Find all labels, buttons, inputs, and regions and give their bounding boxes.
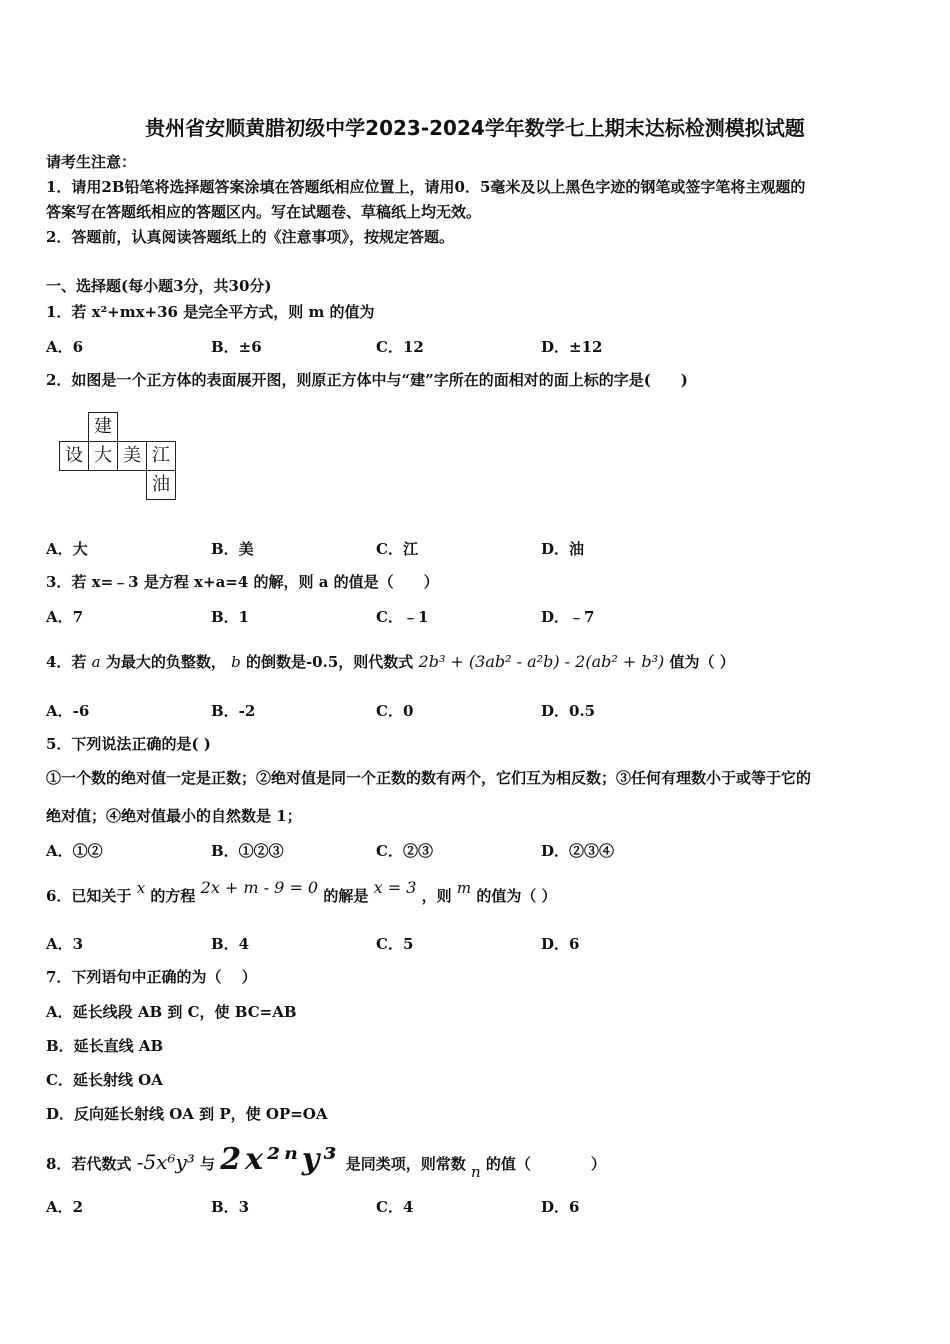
q2-option-b: B．美 bbox=[211, 540, 254, 558]
q4-mid1: 为最大的负整数， bbox=[105, 653, 226, 671]
q8-pre: 8．若代数式 bbox=[46, 1155, 132, 1173]
q6-var-x: x bbox=[136, 879, 146, 897]
q6-post: 的值为（ ） bbox=[476, 887, 557, 905]
q6-mid3: ，则 bbox=[421, 887, 452, 905]
q4-pre: 4．若 bbox=[46, 653, 87, 671]
q8-mid1: 与 bbox=[200, 1155, 216, 1173]
q8-option-d: D．6 bbox=[541, 1198, 580, 1216]
q8-stem bbox=[46, 1142, 606, 1182]
net-cell-she: 设 bbox=[59, 441, 89, 471]
q6-option-c: C．5 bbox=[376, 935, 414, 953]
q5-option-b: B．①②③ bbox=[211, 842, 284, 860]
q1-stem: 1．若 x²+mx+36 是完全平方式，则 m 的值为 bbox=[46, 303, 375, 321]
q4-var-a: a bbox=[91, 653, 101, 671]
q6-option-b: B．4 bbox=[211, 935, 250, 953]
q4-stem bbox=[46, 652, 735, 672]
q2-option-a: A．大 bbox=[46, 540, 88, 558]
q5-body-line-1: ①一个数的绝对值一定是正数；②绝对值是同一个正数的数有两个，它们互为相反数；③任何有理数小于或等于它的 bbox=[46, 769, 812, 787]
notice-line-1b: 答案写在答题纸相应的答题区内。写在试题卷、草稿纸上均无效。 bbox=[46, 203, 482, 221]
q4-var-b: b bbox=[231, 653, 241, 671]
q8-option-a: A．2 bbox=[46, 1198, 84, 1216]
net-cell-mei: 美 bbox=[117, 441, 147, 471]
notice-line-2: 2．答题前，认真阅读答题纸上的《注意事项》，按规定答题。 bbox=[46, 228, 454, 246]
q6-option-d: D．6 bbox=[541, 935, 580, 953]
q7-option-b: B．延长直线 AB bbox=[46, 1037, 164, 1055]
q4-expression: 2b³ + (3ab² - a²b) - 2(ab² + b³) bbox=[418, 652, 665, 671]
q1-option-d: D．±12 bbox=[541, 338, 603, 356]
q8-expression-2: 2x²ⁿy³ bbox=[220, 1142, 341, 1177]
q4-option-c: C．0 bbox=[376, 702, 414, 720]
q7-option-a: A．延长线段 AB 到 C，使 BC=AB bbox=[46, 1003, 297, 1021]
q8-option-b: B．3 bbox=[211, 1198, 250, 1216]
q3-option-a: A．7 bbox=[46, 608, 84, 626]
q5-body-line-2: 绝对值；④绝对值最小的自然数是 1； bbox=[46, 807, 302, 825]
q5-option-c: C．②③ bbox=[376, 842, 433, 860]
q6-solution: x = 3 bbox=[373, 878, 417, 897]
q6-mid1: 的方程 bbox=[150, 887, 196, 905]
q8-mid2: 是同类项，则常数 bbox=[345, 1155, 466, 1173]
q8-var-n: n bbox=[470, 1163, 481, 1181]
notice-line-1a: 1．请用2B铅笔将选择题答案涂填在答题纸相应位置上，请用0．5毫米及以上黑色字迹的钢笔或签字笔将主观题的 bbox=[46, 178, 806, 196]
q1-option-a: A．6 bbox=[46, 338, 84, 356]
q3-option-d: D．﹣7 bbox=[541, 608, 595, 626]
q6-pre: 6．已知关于 bbox=[46, 887, 132, 905]
q8-option-c: C．4 bbox=[376, 1198, 414, 1216]
q2-option-c: C．江 bbox=[376, 540, 418, 558]
q7-stem: 7．下列语句中正确的为（ ） bbox=[46, 968, 257, 986]
q5-option-d: D．②③④ bbox=[541, 842, 615, 860]
q5-stem: 5．下列说法正确的是( ) bbox=[46, 735, 211, 753]
q8-post: 的值（ ） bbox=[485, 1155, 606, 1173]
q6-stem bbox=[46, 878, 557, 906]
notice-heading: 请考生注意： bbox=[46, 153, 137, 171]
q8-expression-1: -5x⁶y³ bbox=[136, 1150, 195, 1174]
net-cell-da: 大 bbox=[88, 441, 118, 471]
q6-mid2: 的解是 bbox=[323, 887, 369, 905]
q4-mid2: 的倒数是-0.5，则代数式 bbox=[245, 653, 414, 671]
q6-equation: 2x + m - 9 = 0 bbox=[200, 878, 319, 897]
q7-option-d: D．反向延长射线 OA 到 P，使 OP=OA bbox=[46, 1105, 328, 1123]
q6-option-a: A．3 bbox=[46, 935, 84, 953]
q6-var-m: m bbox=[456, 879, 472, 897]
q4-option-d: D．0.5 bbox=[541, 702, 596, 720]
section-heading: 一、选择题(每小题3分，共30分) bbox=[46, 277, 272, 295]
q7-option-c: C．延长射线 OA bbox=[46, 1071, 163, 1089]
net-cell-you: 油 bbox=[146, 470, 176, 500]
q4-option-b: B．-2 bbox=[211, 702, 256, 720]
q2-option-d: D．油 bbox=[541, 540, 585, 558]
q4-option-a: A．-6 bbox=[46, 702, 90, 720]
net-cell-jiang: 江 bbox=[146, 441, 176, 471]
q3-option-c: C．﹣1 bbox=[376, 608, 429, 626]
q5-option-a: A．①② bbox=[46, 842, 103, 860]
q1-option-c: C．12 bbox=[376, 338, 424, 356]
q3-stem: 3．若 x=﹣3 是方程 x+a=4 的解，则 a 的值是（ ） bbox=[46, 573, 439, 591]
net-cell-jian: 建 bbox=[88, 412, 118, 442]
q4-post: 值为（ ） bbox=[669, 653, 735, 671]
q1-option-b: B．±6 bbox=[211, 338, 262, 356]
q2-stem: 2．如图是一个正方体的表面展开图，则原正方体中与“建”字所在的面相对的面上标的字是( ) bbox=[46, 371, 688, 389]
page-title: 贵州省安顺黄腊初级中学2023-2024学年数学七上期末达标检测模拟试题 bbox=[145, 116, 805, 140]
q3-option-b: B．1 bbox=[211, 608, 250, 626]
